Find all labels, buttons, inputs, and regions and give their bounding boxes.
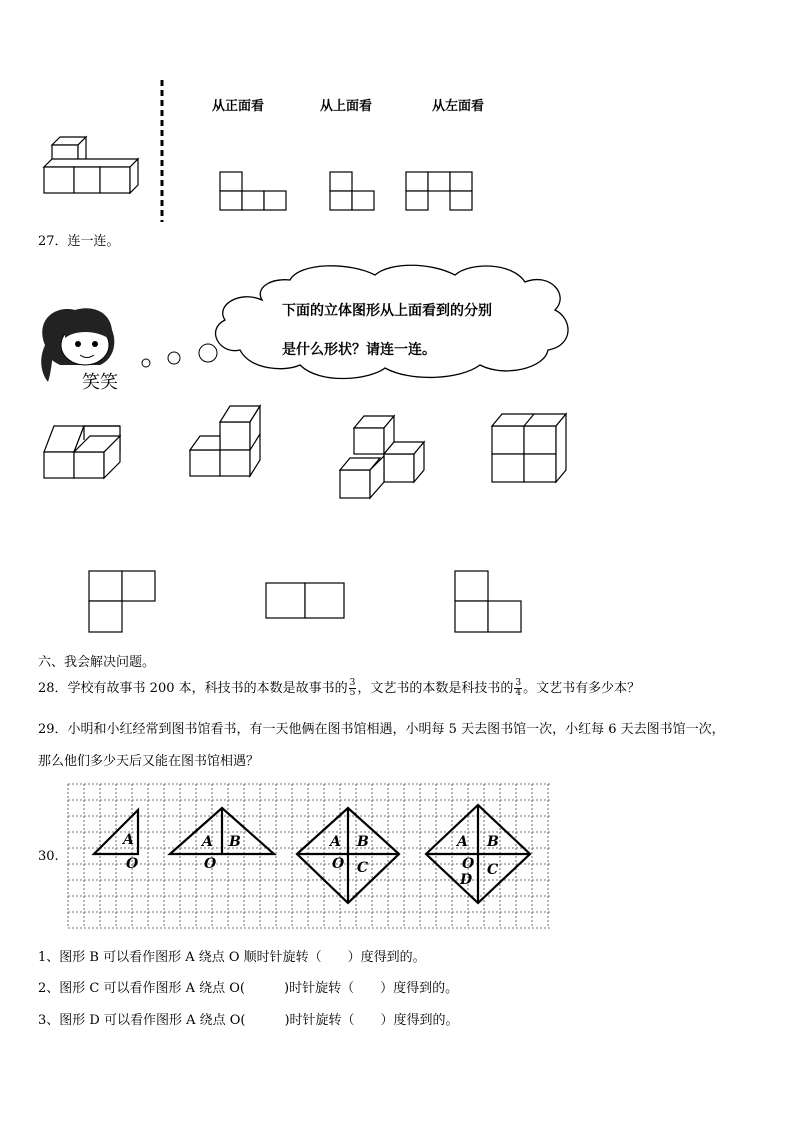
q28-text-after: 。文艺书有多少本？ [523, 681, 641, 696]
q30-sub2: 2、图形 C 可以看作图形 A 绕点 O( )时针旋转（ ）度得到的。 [38, 981, 459, 996]
shape-label-o: O [332, 856, 345, 872]
shape-label-b: B [357, 834, 369, 850]
shape-label-a: A [202, 834, 213, 850]
q28-text-before: 28．学校有故事书 200 本，科技书的本数是故事书的 [38, 681, 348, 696]
shape-label-o: O [204, 856, 217, 872]
shape-label-c: C [357, 860, 369, 876]
cloud-text-line1: 下面的立体图形从上面看到的分别 [282, 303, 492, 319]
q27-label: 27．连一连。 [38, 234, 120, 249]
shape-label-b: B [229, 834, 241, 850]
shape-label-o: O [126, 856, 139, 872]
q29-line2: 那么他们多少天后又能在图书馆相遇？ [38, 754, 260, 769]
shape-label-a: A [123, 832, 134, 848]
shape-label-b: B [487, 834, 499, 850]
header-top-view: 从上面看 [320, 99, 373, 114]
shape-label-o: O [462, 856, 475, 872]
shape-label-d: D [460, 872, 473, 888]
fraction-numerator: 3 [349, 678, 356, 688]
q29-line1: 29．小明和小红经常到图书馆看书，有一天他俩在图书馆相遇，小明每 5 天去图书馆一次，小红每 6 天去图书馆一次， [38, 722, 725, 737]
fraction-denominator: 4 [515, 688, 522, 698]
fraction-denominator: 5 [349, 688, 356, 698]
q30-sub1: 1、图形 B 可以看作图形 A 绕点 O 顺时针旋转（ ）度得到的。 [38, 950, 426, 965]
q30-label: 30. [38, 849, 59, 864]
cloud-text-line2: 是什么形状？请连一连。 [282, 342, 436, 358]
header-front-view: 从正面看 [212, 99, 265, 114]
shape-label-a: A [330, 834, 341, 850]
section-six-heading: 六、我会解决问题。 [38, 655, 156, 670]
shape-label-a: A [457, 834, 468, 850]
q28-text-mid: ，文艺书的本数是科技书的 [357, 681, 514, 696]
q30-sub3: 3、图形 D 可以看作图形 A 绕点 O( )时针旋转（ ）度得到的。 [38, 1013, 459, 1028]
fraction-numerator: 3 [515, 678, 522, 688]
shape-label-c: C [487, 862, 499, 878]
header-left-view: 从左面看 [432, 99, 485, 114]
character-name: 笑笑 [82, 372, 118, 393]
